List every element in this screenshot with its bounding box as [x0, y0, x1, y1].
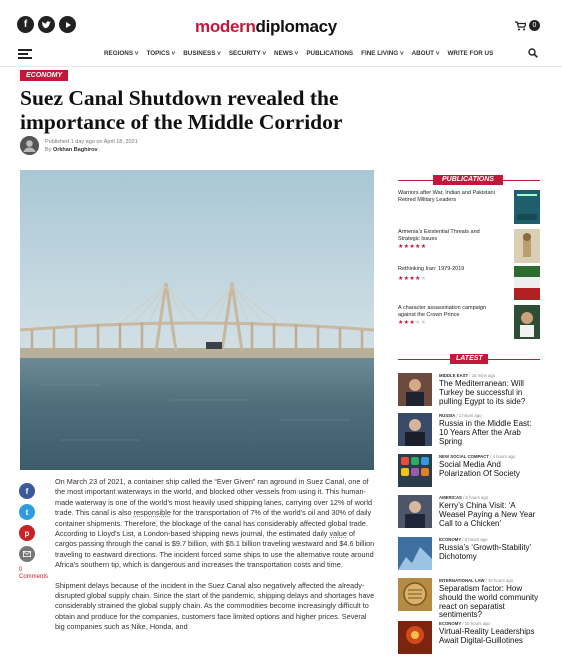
published-date: Published 1 day ago on April 18, 2021	[45, 138, 138, 145]
publication-title[interactable]: Warriors after War, Indian and Pakistani Retired Military Leaders	[398, 190, 495, 203]
latest-item-5[interactable]	[398, 537, 540, 575]
latest-title[interactable]: Kerry’s China Visit: ‘A Weasel Paying a New Year Call to a Chicken’	[439, 501, 536, 528]
latest-title[interactable]: Separatism factor: How should the world community react on separatist sentiments?	[439, 584, 539, 620]
share-facebook-icon[interactable]: f	[19, 483, 35, 499]
book-cover[interactable]	[514, 229, 540, 263]
nav-item-news[interactable]: NEWS ˅	[274, 50, 299, 57]
cart-count-badge: 0	[529, 20, 540, 31]
book-cover[interactable]	[514, 266, 540, 300]
rating-stars: ★★★★★	[398, 244, 427, 250]
nav-item-regions[interactable]: REGIONS ˅	[104, 50, 139, 57]
nav-item-security[interactable]: SECURITY ˅	[228, 50, 267, 57]
share-twitter-icon[interactable]: t	[19, 504, 35, 520]
latest-heading: LATEST	[450, 354, 488, 364]
latest-category[interactable]: AMERICAS	[439, 495, 462, 500]
social-links	[17, 16, 76, 33]
latest-item-1[interactable]	[398, 373, 540, 411]
latest-title[interactable]: Russia in the Middle East: 10 Years After the Arab Spring	[439, 419, 532, 446]
book-cover[interactable]	[514, 190, 540, 224]
author-avatar[interactable]	[20, 136, 39, 155]
cart-icon	[515, 21, 526, 31]
youtube-icon[interactable]	[59, 16, 76, 33]
byline	[20, 136, 138, 155]
paragraph-1-part-a: On March 23 of 2021, a container ship called the “Ever Given” ran aground in Suez Canal, one of the most important waterways in the world, and blocked other vessels from using it. This human-made waterway is one of the world’s most heavily used shipping lanes, carrying over 12% of world trade. This canal is also	[55, 477, 373, 518]
nav-item-topics[interactable]: TOPICS ˅	[146, 50, 176, 57]
main-nav	[0, 46, 562, 64]
latest-thumbnail[interactable]	[398, 578, 432, 611]
comments-link[interactable]: 0 Comments	[19, 567, 49, 580]
hero-image-suez-bridge	[20, 170, 374, 470]
nav-item-fine-living[interactable]: FINE LIVING ˅	[361, 50, 404, 57]
header-divider	[0, 66, 562, 67]
latest-item-2[interactable]	[398, 413, 540, 451]
latest-meta: ECONOMY / 10 hours ago	[439, 621, 490, 626]
latest-item-3[interactable]	[398, 454, 540, 492]
publication-title[interactable]: A character assassination campaign against the Crown Prince	[398, 305, 487, 318]
publication-item-4[interactable]	[398, 305, 540, 341]
article-body	[55, 477, 377, 643]
top-bar	[0, 14, 562, 44]
latest-item-4[interactable]	[398, 495, 540, 533]
latest-time: 10 hours ago	[488, 578, 514, 583]
nav-menu	[104, 50, 493, 57]
latest-title[interactable]: Russia’s ‘Growth-Stability’ Dichotomy	[439, 543, 532, 561]
site-logo[interactable]	[195, 17, 337, 37]
latest-meta: RUSSIA / 2 hours ago	[439, 413, 482, 418]
latest-time: 8 hours ago	[464, 537, 488, 542]
latest-thumbnail[interactable]	[398, 621, 432, 654]
latest-meta: ECONOMY / 8 hours ago	[439, 537, 488, 542]
latest-category[interactable]: INTERNATIONAL LAW	[439, 578, 485, 583]
latest-meta: AMERICAS / 6 hours ago	[439, 495, 489, 500]
latest-meta: NEW SOCIAL COMPACT / 4 hours ago	[439, 454, 516, 459]
paragraph-1-part-c: of cargos passing through the canal is $9.7 billion, with $5.1 billion traveling westward and $4.6 billion traveling to eastward directions. The incident forced some ships to use the alternative route around Africa’s southern tip, which is dangerous and increases the transportation costs and time.	[55, 529, 375, 570]
publications-heading: PUBLICATIONS	[433, 175, 503, 185]
category-badge[interactable]: ECONOMY	[20, 70, 68, 81]
publication-item-2[interactable]	[398, 229, 540, 265]
latest-time: 10 hours ago	[464, 621, 490, 626]
link-responsible[interactable]: responsible	[133, 508, 171, 518]
latest-thumbnail[interactable]	[398, 373, 432, 406]
latest-time: 2 hours ago	[458, 413, 482, 418]
by-label: By	[45, 146, 52, 153]
rating-stars: ★★★★★	[398, 320, 427, 326]
nav-item-business[interactable]: BUSINESS ˅	[183, 50, 221, 57]
publication-item-1[interactable]	[398, 190, 540, 226]
twitter-icon[interactable]	[38, 16, 55, 33]
publication-title[interactable]: Rethinking Iran: 1979-2019	[398, 266, 465, 272]
latest-item-6[interactable]	[398, 578, 540, 620]
book-cover[interactable]	[514, 305, 540, 339]
latest-thumbnail[interactable]	[398, 537, 432, 570]
nav-item-about[interactable]: ABOUT ˅	[411, 50, 440, 57]
facebook-icon[interactable]: f	[17, 16, 34, 33]
latest-category[interactable]: ECONOMY	[439, 621, 462, 626]
publication-title[interactable]: Armenia’s Existential Threats and Strategic Issues	[398, 229, 480, 242]
byline-text	[45, 138, 138, 154]
author-name[interactable]: Orkhan Baghirov	[52, 146, 98, 153]
share-pinterest-icon[interactable]: p	[19, 525, 35, 541]
logo-part-diplomacy: diplomacy	[255, 17, 337, 36]
latest-time: 15 mins ago	[471, 373, 496, 378]
rating-stars: ★★★★★	[398, 276, 427, 282]
latest-time: 6 hours ago	[465, 495, 489, 500]
latest-time: 4 hours ago	[492, 454, 516, 459]
latest-item-7[interactable]	[398, 621, 540, 659]
latest-thumbnail[interactable]	[398, 454, 432, 487]
latest-category[interactable]: RUSSIA	[439, 413, 456, 418]
publication-item-3[interactable]	[398, 266, 540, 302]
paragraph-1-part-b: for the transportation of 7% of the world’s oil and 30% of daily container shipments. Therefore, the blockage of the canal has considerably affected global trade. According to Lloyd’s List, a London-based shipping news journal, the estimated daily	[55, 508, 372, 539]
article-title: Suez Canal Shutdown revealed the importance of the Middle Corridor	[20, 86, 343, 134]
latest-title[interactable]: Social Media And Polarization Of Society	[439, 460, 520, 478]
paragraph-1	[55, 477, 377, 571]
paragraph-2: Shipment delays because of the incident in the Suez Canal also negatively affected the already-disrupted global supply chain. Since the start of the pandemic, shipping delays and shortages have considerably strained the global supply chain. As the commodities become increasingly difficult to obtain and produce for the companies, customers face limited options and higher prices. Several big companies such as Nike, Honda, and	[55, 580, 375, 632]
latest-meta: INTERNATIONAL LAW / 10 hours ago	[439, 578, 514, 583]
share-bar	[19, 483, 49, 581]
nav-item-write-for-us[interactable]: WRITE FOR US	[447, 50, 494, 57]
search-icon[interactable]	[528, 48, 538, 58]
nav-item-publications[interactable]: PUBLICATIONS	[306, 50, 354, 57]
latest-category[interactable]: ECONOMY	[439, 537, 462, 542]
latest-thumbnail[interactable]	[398, 495, 432, 528]
link-value[interactable]: value	[329, 529, 347, 539]
latest-category[interactable]: NEW SOCIAL COMPACT	[439, 454, 489, 459]
share-email-icon[interactable]	[19, 546, 35, 562]
latest-title[interactable]: The Mediterranean: Will Turkey be successful in pulling Egypt to its side?	[439, 379, 526, 406]
author-line	[45, 146, 138, 154]
cart-button[interactable]	[515, 20, 540, 31]
latest-title[interactable]: Virtual-Reality Leaderships Await Digital-Guillotines	[439, 627, 535, 645]
logo-part-modern: modern	[195, 17, 256, 36]
latest-category[interactable]: MIDDLE EAST	[439, 373, 469, 378]
latest-thumbnail[interactable]	[398, 413, 432, 446]
hamburger-menu-icon[interactable]	[18, 49, 32, 61]
latest-meta: MIDDLE EAST / 15 mins ago	[439, 373, 496, 378]
